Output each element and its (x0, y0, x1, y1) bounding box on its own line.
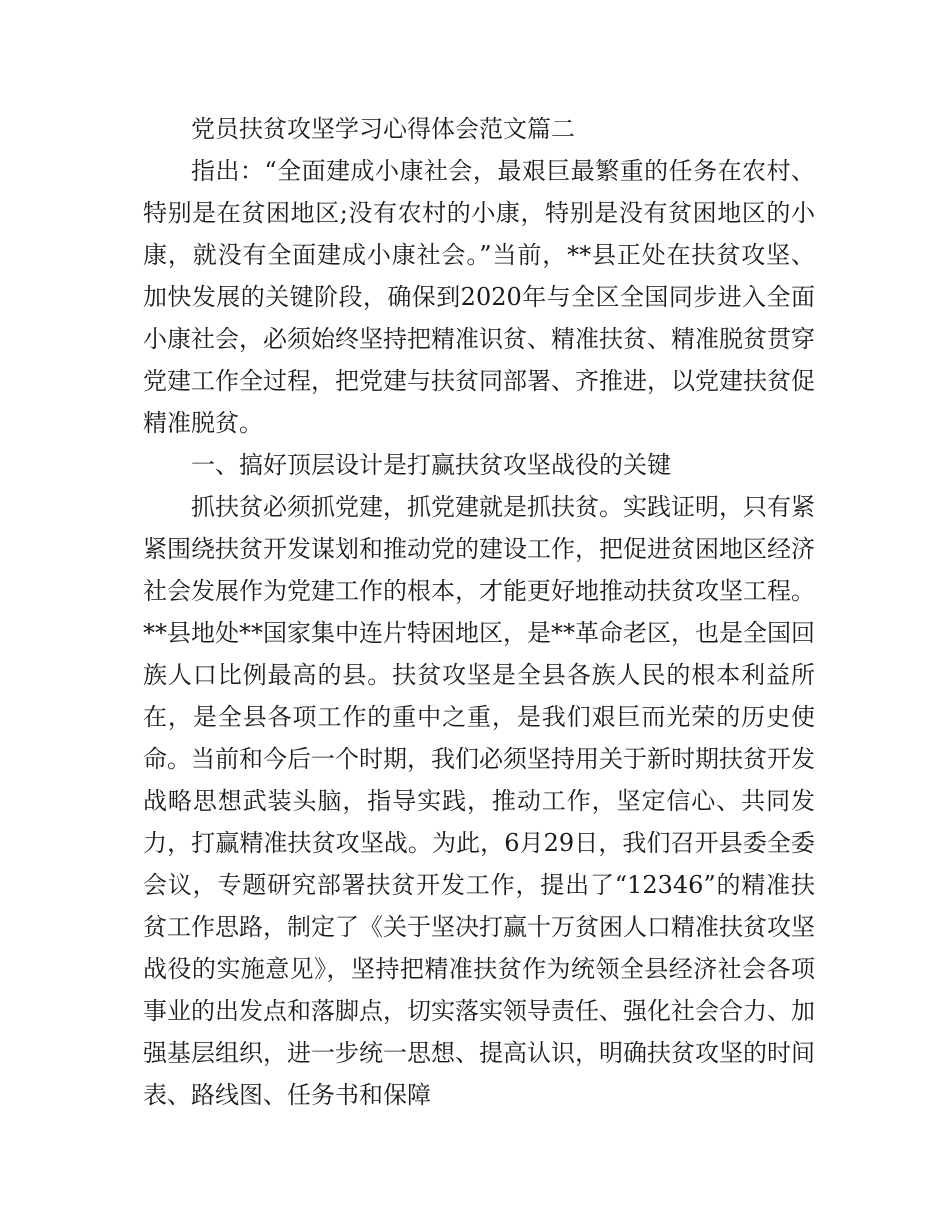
paragraph-intro: 指出：“全面建成小康社会，最艰巨最繁重的任务在农村、特别是在贫困地区;没有农村的小康，特别是没有贫困地区的小康，就没有全面建成小康社会。”当前，**县正处在扶贫攻坚、加快发展的关键阶段，确保到2020年与全区全国同步进入全面小康社会，必须始终坚持把精准识贫、精准扶贫、精准脱贫贯穿党建工作全过程，把党建与扶贫同部署、齐推进，以党建扶贫促精准脱贫。 (143, 157, 815, 437)
document-body (143, 108, 815, 1116)
paragraph-section-1: 抓扶贫必须抓党建，抓党建就是抓扶贫。实践证明，只有紧紧围绕扶贫开发谋划和推动党的建设工作，把促进贫困地区经济社会发展作为党建工作的根本，才能更好地推动扶贫攻坚工程。**县地处**国家集中连片特困地区，是**革命老区，也是全国回族人口比例最高的县。扶贫攻坚是全县各族人民的根本利益所在，是全县各项工作的重中之重，是我们艰巨而光荣的历史使命。当前和今后一个时期，我们必须坚持用关于新时期扶贫开发战略思想武装头脑，指导实践，推动工作，坚定信心、共同发力，打赢精准扶贫攻坚战。为此，6月29日，我们召开县委全委会议，专题研究部署扶贫开发工作，提出了“12346”的精准扶贫工作思路，制定了《关于坚决打赢十万贫困人口精准扶贫攻坚战役的实施意见》，坚持把精准扶贫作为统领全县经济社会各项事业的出发点和落脚点，切实落实领导责任、强化社会合力、加强基层组织，进一步统一思想、提高认识，明确扶贫攻坚的时间表、路线图、任务书和保障 (143, 493, 815, 1109)
document-title: 党员扶贫攻坚学习心得体会范文篇二 (191, 115, 575, 143)
section-heading: 一、搞好顶层设计是打赢扶贫攻坚战役的关键 (191, 451, 671, 479)
